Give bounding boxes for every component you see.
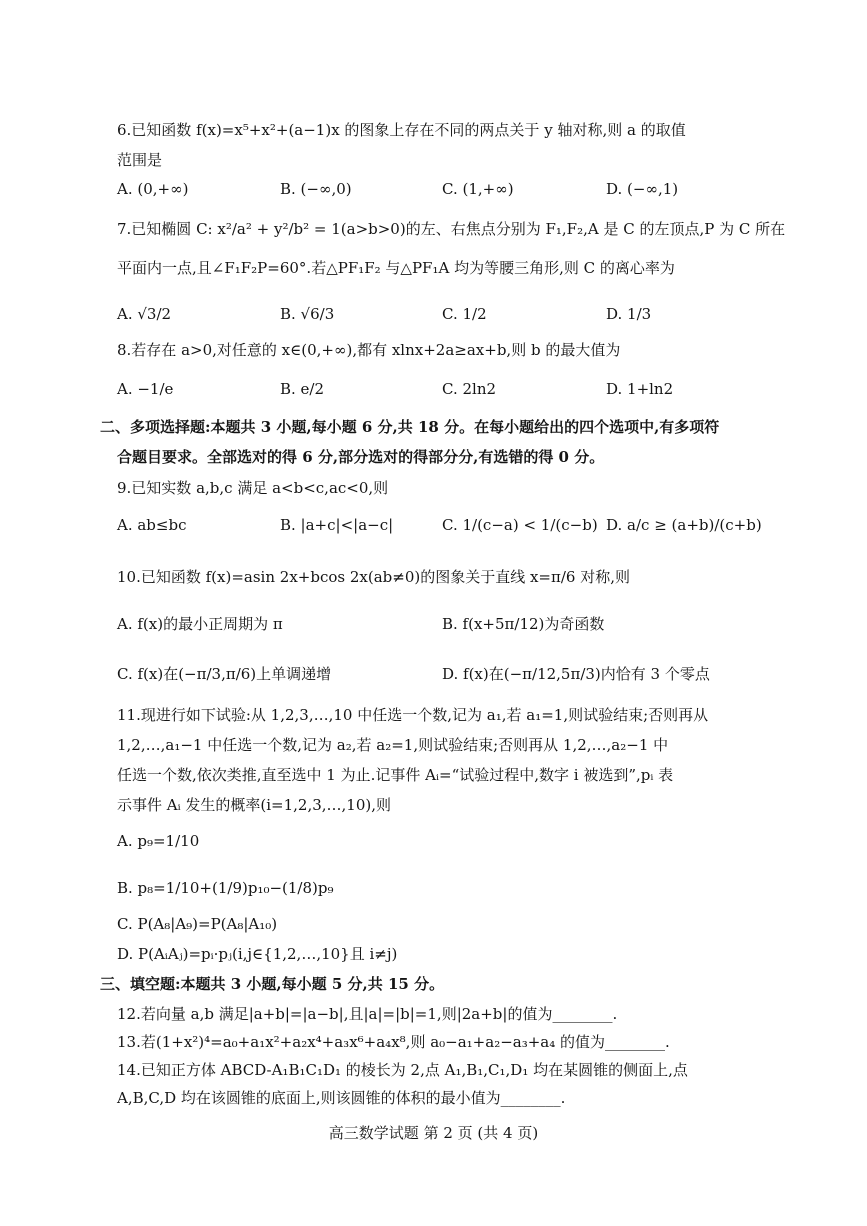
q11-stem-line1: 11.现进行如下试验:从 1,2,3,…,10 中任选一个数,记为 a₁,若 a₁=1,则试验结束;否则再从 [117,706,709,724]
q13-stem: 13.若(1+x²)⁴=a₀+a₁x²+a₂x⁴+a₃x⁶+a₄x⁸,则 a₀−a₁+a₂−a₃+a₄ 的值为________. [117,1033,670,1051]
q7-option-d: D. 1/3 [606,305,652,323]
q14-stem-line2: A,B,C,D 均在该圆锥的底面上,则该圆锥的体积的最小值为________. [117,1089,566,1107]
q10-option-b: B. f(x+5π/12)为奇函数 [442,615,605,633]
q8-option-b: B. e/2 [280,380,325,398]
q9-option-b: B. |a+c|<|a−c| [280,516,394,534]
q9-option-a: A. ab≤bc [117,516,187,534]
q11-stem-line2: 1,2,…,a₁−1 中任选一个数,记为 a₂,若 a₂=1,则试验结束;否则再从 1,2,…,a₂−1 中 [117,736,669,754]
q14-stem-line1: 14.已知正方体 ABCD-A₁B₁C₁D₁ 的棱长为 2,点 A₁,B₁,C₁,D₁ 均在某圆锥的侧面上,点 [117,1061,688,1079]
q11-stem-line4: 示事件 Aᵢ 发生的概率(i=1,2,3,…,10),则 [117,796,392,814]
q11-stem-line3: 任选一个数,依次类推,直至选中 1 为止.记事件 Aᵢ=“试验过程中,数字 i 被选到”,pᵢ 表 [117,766,674,784]
q7-stem-line1: 7.已知椭圆 C: x²/a² + y²/b² = 1(a>b>0)的左、右焦点分别为 F₁,F₂,A 是 C 的左顶点,P 为 C 所在 [117,220,786,238]
q10-stem: 10.已知函数 f(x)=asin 2x+bcos 2x(ab≠0)的图象关于直线 x=π/6 对称,则 [117,568,630,586]
q8-option-a: A. −1/e [117,380,174,398]
q6-option-c: C. (1,+∞) [442,180,514,198]
q7-option-a: A. √3/2 [117,305,172,323]
q7-option-b: B. √6/3 [280,305,335,323]
q9-option-c: C. 1/(c−a) < 1/(c−b) [442,516,598,534]
q9-option-d: D. a/c ≥ (a+b)/(c+b) [606,516,762,534]
q7-option-c: C. 1/2 [442,305,487,323]
q11-option-a: A. p₉=1/10 [117,832,200,850]
q6-option-a: A. (0,+∞) [117,180,189,198]
q12-stem: 12.若向量 a,b 满足|a+b|=|a−b|,且|a|=|b|=1,则|2a+b|的值为________. [117,1005,618,1023]
q8-stem: 8.若存在 a>0,对任意的 x∈(0,+∞),都有 xlnx+2a≥ax+b,则 b 的最大值为 [117,341,621,359]
q9-stem: 9.已知实数 a,b,c 满足 a<b<c,ac<0,则 [117,479,389,497]
q6-stem-line1: 6.已知函数 f(x)=x⁵+x²+(a−1)x 的图象上存在不同的两点关于 y 轴对称,则 a 的取值 [117,121,686,139]
q11-option-d: D. P(AᵢAⱼ)=pᵢ·pⱼ(i,j∈{1,2,…,10}且 i≠j) [117,945,398,963]
q8-option-d: D. 1+ln2 [606,380,674,398]
q10-option-d: D. f(x)在(−π/12,5π/3)内恰有 3 个零点 [442,665,710,683]
section3-heading: 三、填空题:本题共 3 小题,每小题 5 分,共 15 分。 [100,975,445,993]
q10-option-a: A. f(x)的最小正周期为 π [117,615,283,633]
q11-option-b: B. p₈=1/10+(1/9)p₁₀−(1/8)p₉ [117,879,334,897]
q6-option-b: B. (−∞,0) [280,180,352,198]
section2-heading-line2: 合题目要求。全部选对的得 6 分,部分选对的得部分分,有选错的得 0 分。 [117,448,605,466]
page-footer: 高三数学试题 第 2 页 (共 4 页) [328,1124,539,1142]
q10-option-c: C. f(x)在(−π/3,π/6)上单调递增 [117,665,332,683]
q6-stem-line2: 范围是 [117,151,163,169]
q7-stem-line2: 平面内一点,且∠F₁F₂P=60°.若△PF₁F₂ 与△PF₁A 均为等腰三角形,则 C 的离心率为 [117,259,675,277]
q6-option-d: D. (−∞,1) [606,180,679,198]
q8-option-c: C. 2ln2 [442,380,497,398]
section2-heading-line1: 二、多项选择题:本题共 3 小题,每小题 6 分,共 18 分。在每小题给出的四个选项中,有多项符 [100,418,720,436]
q11-option-c: C. P(A₈|A₉)=P(A₈|A₁₀) [117,915,278,933]
